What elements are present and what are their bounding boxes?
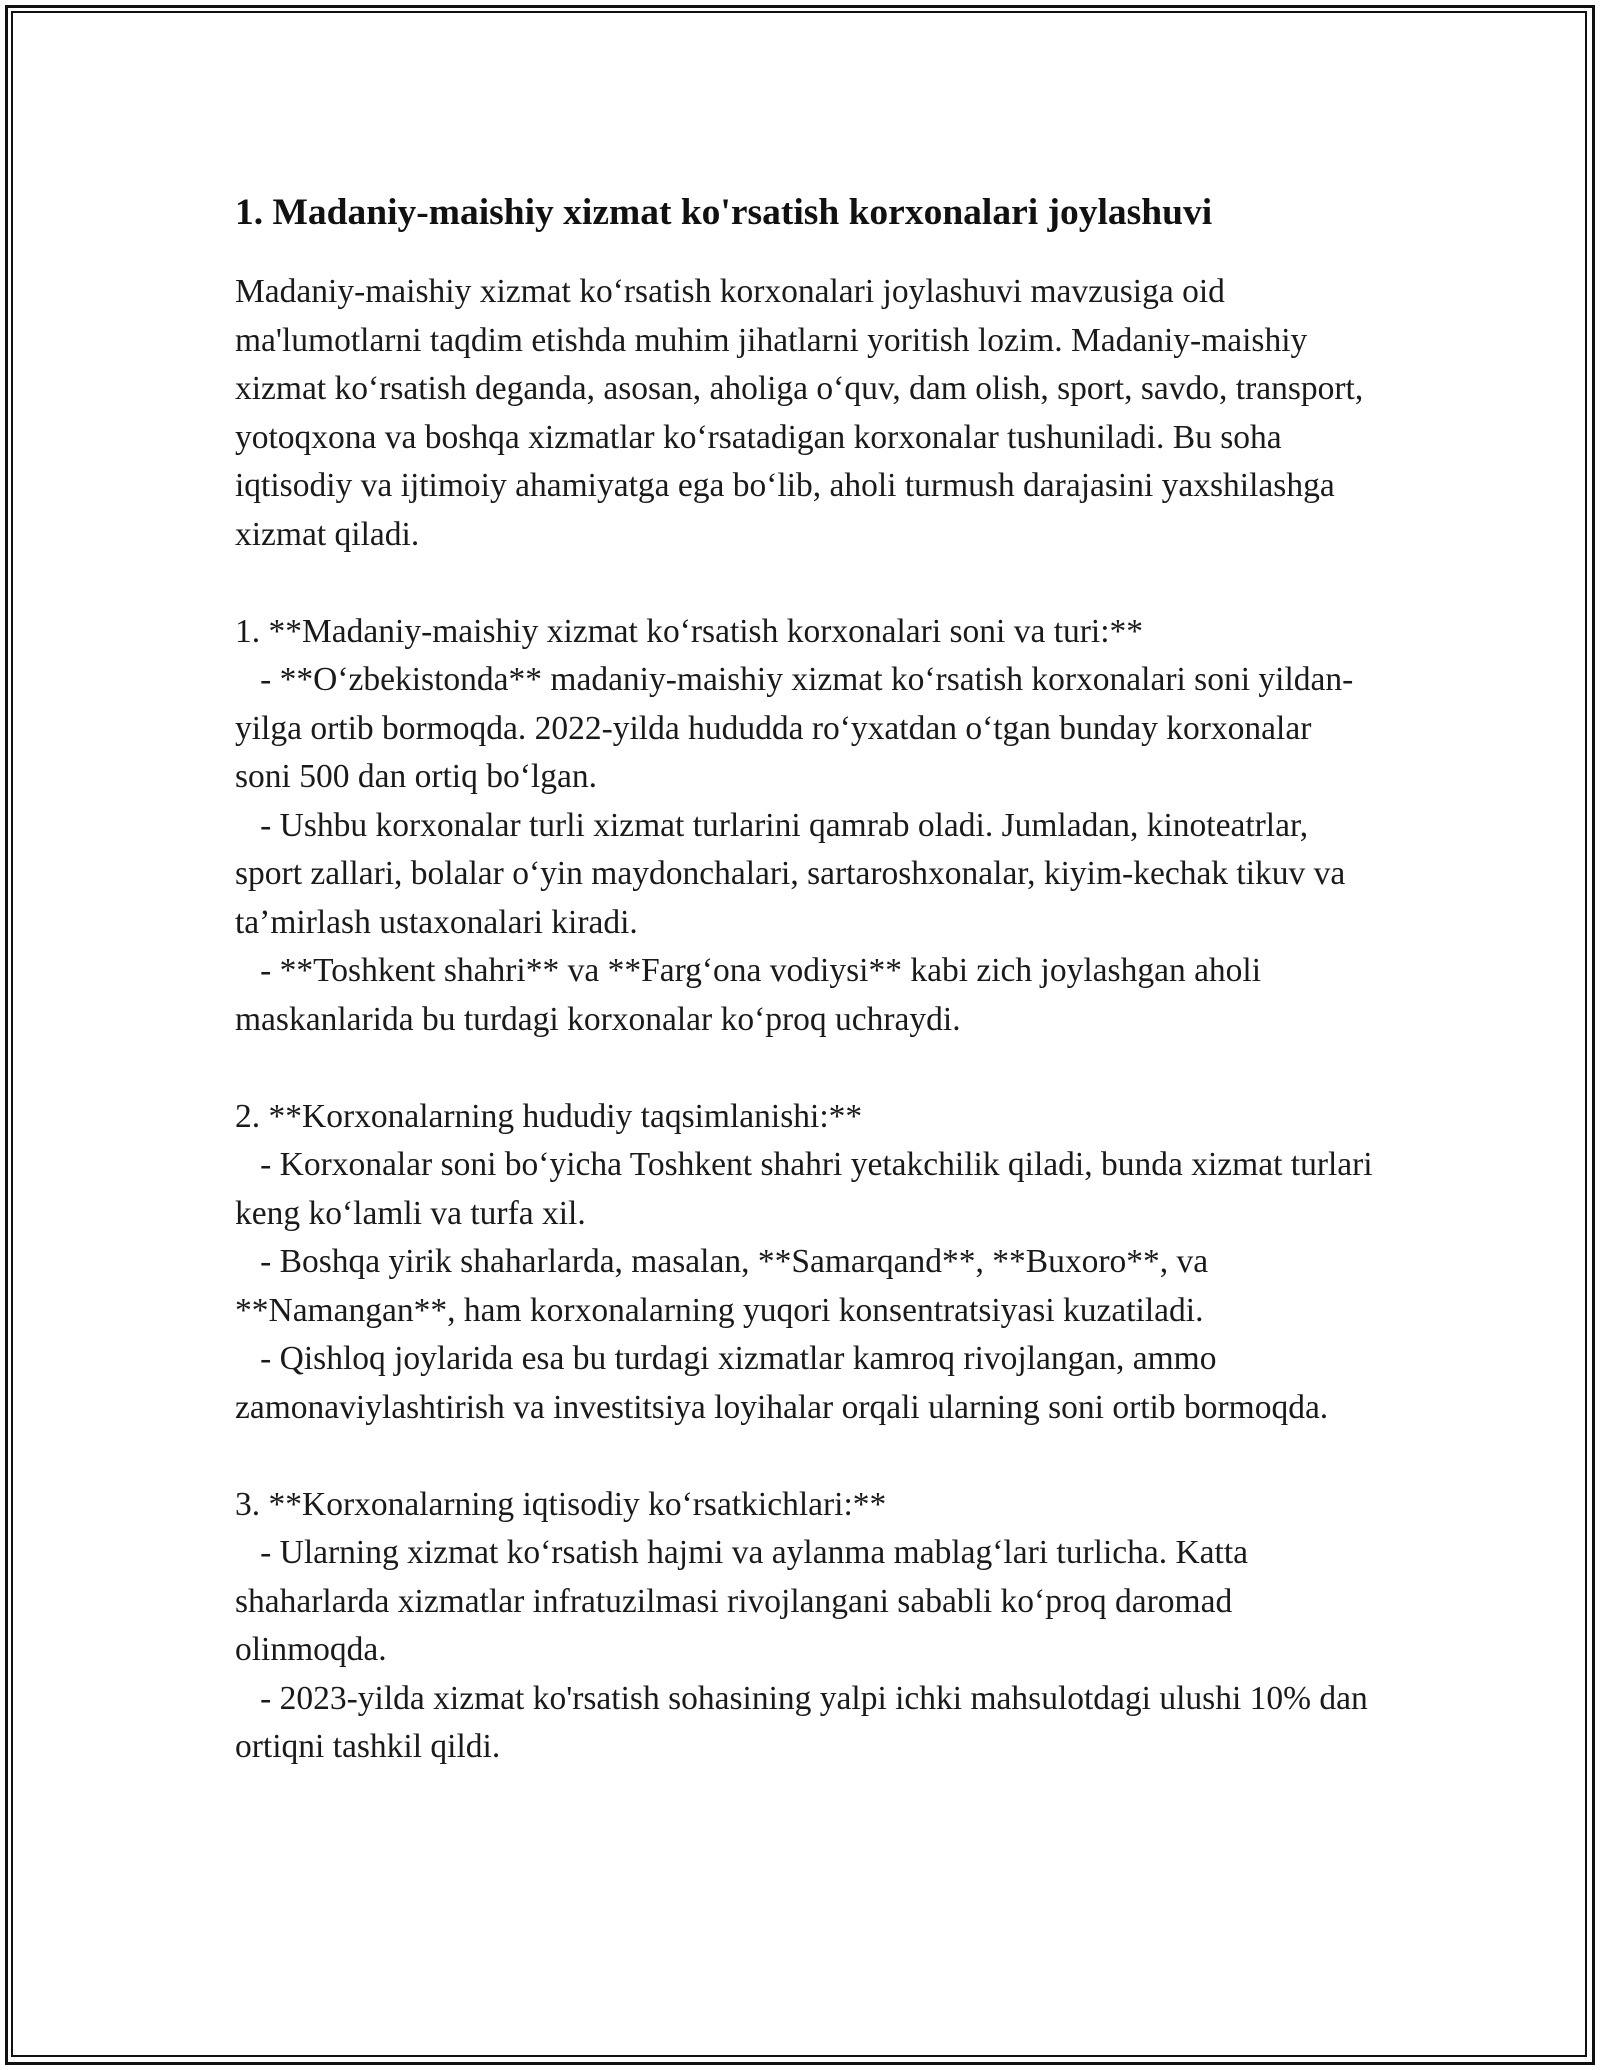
intro-paragraph: Madaniy-maishiy xizmat koʻrsatish korxonalari joylashuvi mavzusiga oid ma'lumotlarni taqdim etishda muhim jihatlarni yoritish lozim. Madaniy-maishiy xizmat koʻrsatish deganda, asosan, aholiga oʻquv, dam olish, sport, savdo, transport, yotoqxona va boshqa xizmatlar koʻrsatadigan korxonalar tushuniladi. Bu soha iqtisodiy va ijtimoiy ahamiyatga ega boʻlib, aholi turmush darajasini yaxshilashga xizmat qiladi. bbox=[235, 273, 1364, 553]
section-item: - 2023-yilda xizmat ko'rsatish sohasining yalpi ichki mahsulotdagi ulushi 10% dan ortiqni tashkil qildi. bbox=[235, 1679, 1377, 1765]
section-item: - **Oʻzbekistonda** madaniy-maishiy xizmat koʻrsatish korxonalari soni yildan-yilga ortib bormoqda. 2022-yilda hududda roʻyxatdan oʻtgan bunday korxonalar soni 500 dan ortiq boʻlgan. bbox=[235, 661, 1354, 795]
section-heading: 3. **Korxonalarning iqtisodiy koʻrsatkichlari:** bbox=[235, 1485, 887, 1523]
section-item: - Korxonalar soni boʻyicha Toshkent shahri yetakchilik qiladi, bunda xizmat turlari keng koʻlamli va turfa xil. bbox=[235, 1146, 1381, 1232]
section-2 bbox=[235, 1093, 1381, 1433]
spacer bbox=[235, 559, 1375, 608]
document-body bbox=[235, 186, 1381, 1772]
section-item: - Qishloq joylarida esa bu turdagi xizmatlar kamroq rivojlangan, ammo zamonaviylashtirish va investitsiya loyihalar orqali ularning soni ortib bormoqda. bbox=[235, 1340, 1329, 1426]
spacer bbox=[235, 1432, 1375, 1481]
section-1 bbox=[235, 608, 1375, 1045]
document-title: 1. Madaniy-maishiy xizmat ko'rsatish korxonalari joylashuvi bbox=[235, 192, 1213, 233]
section-item: - **Toshkent shahri** va **Fargʻona vodiysi** kabi zich joylashgan aholi maskanlarida bu turdagi korxonalar koʻproq uchraydi. bbox=[235, 952, 1270, 1038]
section-heading: 2. **Korxonalarning hududiy taqsimlanishi:** bbox=[235, 1097, 863, 1135]
section-item: - Ularning xizmat koʻrsatish hajmi va aylanma mablagʻlari turlicha. Katta shaharlarda xizmatlar infratuzilmasi rivojlangani sababli koʻproq daromad olinmoqda. bbox=[235, 1534, 1257, 1668]
spacer bbox=[235, 1044, 1375, 1093]
section-item: - Ushbu korxonalar turli xizmat turlarini qamrab oladi. Jumladan, kinoteatrlar, sport zallari, bolalar oʻyin maydonchalari, sartaroshxonalar, kiyim-kechak tikuv va taʼmirlash ustaxonalari kiradi. bbox=[235, 806, 1354, 941]
section-heading: 1. **Madaniy-maishiy xizmat koʻrsatish korxonalari soni va turi:** bbox=[235, 612, 1144, 650]
section-item: - Boshqa yirik shaharlarda, masalan, **Samarqand**, **Buxoro**, va **Namangan**, ham korxonalarning yuqori konsentratsiyasi kuzatiladi. bbox=[235, 1243, 1217, 1329]
section-3 bbox=[235, 1481, 1375, 1772]
